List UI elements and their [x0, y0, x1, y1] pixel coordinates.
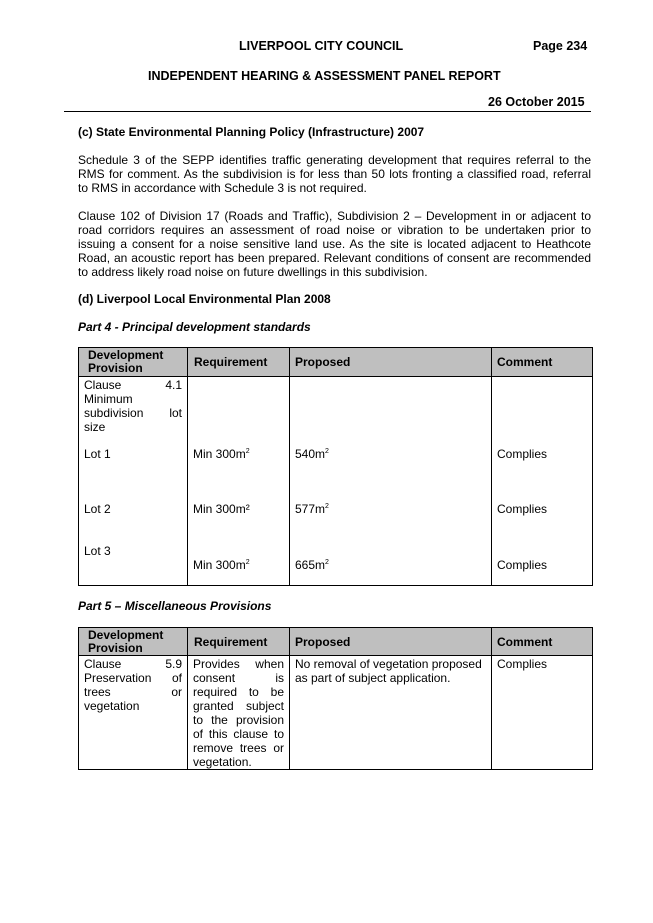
provision-cell	[79, 377, 188, 586]
part4-table	[78, 347, 593, 586]
comment-cell	[492, 656, 593, 770]
table-header-row	[79, 348, 593, 377]
lot-3-proposed: $665m^2$	[295, 558, 329, 572]
paragraph-line: Clause 102 of Division 17 (Roads and Traffic), Subdivision 2 – Development in or adjacent to	[78, 209, 591, 223]
comment-cell	[492, 377, 593, 586]
header-requirement: Requirement	[188, 348, 290, 377]
lot-3-label: Lot 3	[84, 544, 111, 558]
paragraph-line: RMS for comment. As the subdivision is for less than 50 lots fronting a classified road, referral	[78, 167, 591, 181]
section-c-heading: (c) State Environmental Planning Policy (Infrastructure) 2007	[78, 125, 425, 139]
comment-text: Complies	[497, 657, 548, 671]
header-line: Development	[88, 627, 164, 642]
paragraph-line: to address likely road noise on future dwellings in this subdivision.	[78, 265, 428, 279]
lot-1-requirement: Min $300m^2$	[193, 447, 250, 461]
table-row	[79, 656, 593, 770]
part5-title: Part 5 – Miscellaneous Provisions	[78, 599, 272, 613]
provision-cell	[79, 656, 188, 770]
header-development-provision	[79, 348, 188, 377]
header-development-provision	[79, 628, 188, 656]
council-name: LIVERPOOL CITY COUNCIL	[239, 39, 404, 53]
proposed-cell	[290, 377, 492, 586]
lot-1-comment: Complies	[497, 447, 548, 461]
lot-1-label: Lot 1	[84, 447, 111, 461]
section-d-heading: (d) Liverpool Local Environmental Plan 2008	[78, 292, 331, 306]
header-comment: Comment	[492, 628, 593, 656]
clause-5-9-text: Clause 5.9 Preservation of trees or vegetation	[84, 657, 182, 713]
header-proposed: Proposed	[290, 348, 492, 377]
lot-2-label: Lot 2	[84, 502, 111, 516]
part4-title: Part 4 - Principal development standards	[78, 320, 311, 334]
lot-1-proposed: $540m^2$	[295, 447, 329, 461]
paragraph-line: to RMS in accordance with Schedule 3 is not required.	[78, 181, 367, 195]
header-comment: Comment	[492, 348, 593, 377]
header-line: Provision	[88, 640, 143, 655]
header-line: Development	[88, 348, 164, 362]
page-number: Page 234	[533, 39, 588, 53]
clause-text: Clause 4.1 Minimum subdivision lot size	[84, 378, 182, 434]
proposed-text: No removal of vegetation proposed as part of subject application.	[295, 657, 482, 685]
lot-2-requirement: Min 300m²	[193, 502, 250, 516]
part5-table	[78, 627, 593, 770]
section-c-paragraph-2	[78, 209, 591, 279]
header-proposed: Proposed	[290, 628, 492, 656]
table-row	[79, 377, 593, 586]
report-date: 26 October 2015	[488, 95, 585, 109]
lot-3-requirement: Min $300m^2$	[193, 558, 250, 572]
paragraph-line: Road, an acoustic report has been prepared. Relevant conditions of consent are recommended	[78, 251, 591, 265]
report-title: INDEPENDENT HEARING & ASSESSMENT PANEL REPORT	[148, 69, 501, 83]
header-line: Provision	[88, 361, 143, 375]
header-requirement: Requirement	[188, 628, 290, 656]
table-header-row	[79, 628, 593, 656]
section-c-paragraph-1	[78, 153, 591, 195]
lot-3-comment: Complies	[497, 558, 548, 572]
paragraph-line: road corridors requires an assessment of road noise or vibration to be undertaken prior to	[78, 223, 591, 237]
requirement-cell	[188, 377, 290, 586]
lot-2-proposed: $577m^2$	[295, 502, 329, 516]
paragraph-line: issuing a consent for a noise sensitive land use. As the site is located adjacent to Heathcote	[78, 237, 591, 251]
header-rule	[64, 111, 591, 112]
requirement-cell	[188, 656, 290, 770]
requirement-text: Provides when consent is required to be granted subject to the provision of this clause to remove trees or vegetation.	[193, 657, 284, 769]
lot-2-comment: Complies	[497, 502, 548, 516]
proposed-cell	[290, 656, 492, 770]
paragraph-line: Schedule 3 of the SEPP identifies traffic generating development that requires referral to the	[78, 153, 591, 167]
